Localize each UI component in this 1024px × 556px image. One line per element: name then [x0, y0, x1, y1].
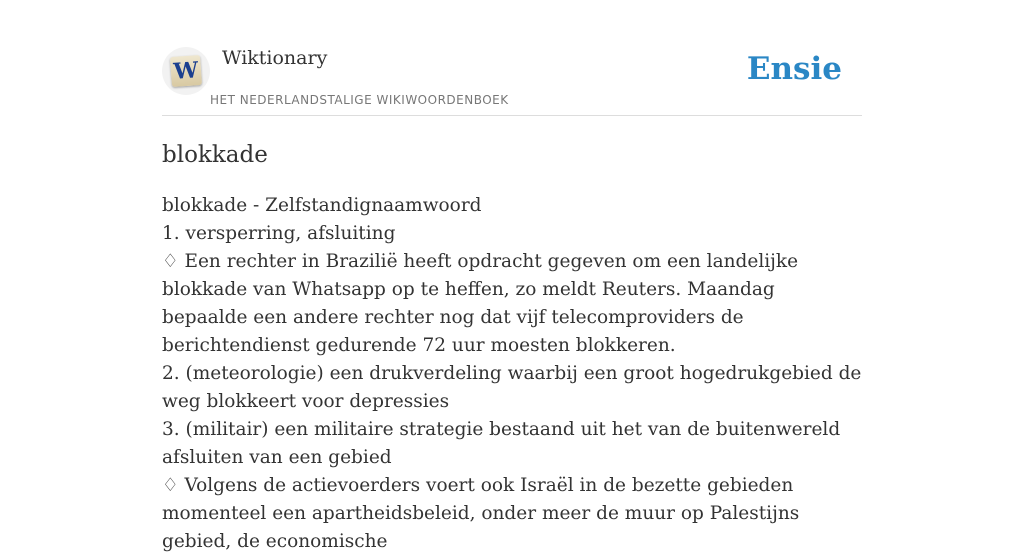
logo-letter: W	[172, 57, 200, 85]
site-header	[162, 0, 862, 116]
site-tagline: HET NEDERLANDSTALIGE WIKIWOORDENBOEK	[210, 93, 509, 107]
definition-text	[162, 192, 862, 556]
definition-line-sense-1: 1. versperring, afsluiting	[162, 223, 396, 244]
definition-line-sense-2: 2. (meteorologie) een drukverdeling waarbij een groot hogedrukgebied de weg blokkeert voor depressies	[162, 363, 862, 412]
definition-line-example-1: ♢ Een rechter in Brazilië heeft opdracht gegeven om een landelijke blokkade van Whatsapp op te heffen, zo meldt Reuters. Maandag bepaalde een andere rechter nog dat vijf telecomproviders de berichtendienst gedurende 72 uur moesten blokkeren.	[162, 251, 799, 356]
definition-line-example-2: ♢ Volgens de actievoerders voert ook Israël in de bezette gebieden momenteel een apartheidsbeleid, onder meer de muur op Palestijns gebied, de economische	[162, 475, 800, 552]
page-container	[162, 0, 862, 552]
page-title: blokkade	[162, 142, 268, 168]
ensie-brand-link[interactable]: Ensie	[746, 51, 842, 87]
site-name[interactable]: Wiktionary	[222, 47, 328, 69]
definition-line-sense-3: 3. (militair) een militaire strategie bestaand uit het van de buitenwereld afsluiten van een gebied	[162, 419, 841, 468]
wiktionary-logo[interactable]	[162, 47, 210, 95]
definition-line-word-type: blokkade - Zelfstandignaamwoord	[162, 195, 482, 216]
logo-tile-icon	[170, 55, 202, 87]
